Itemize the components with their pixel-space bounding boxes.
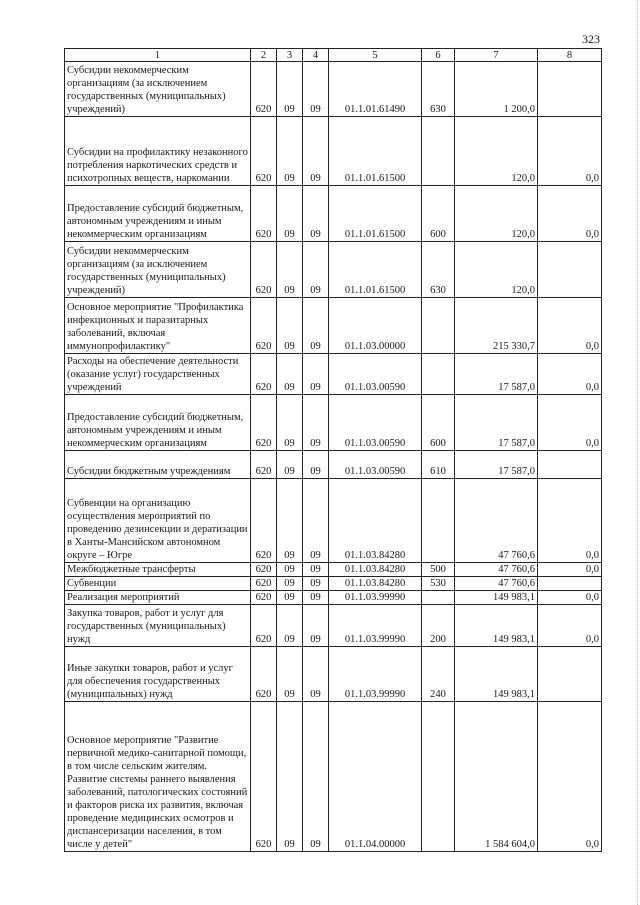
row-name: Предоставление субсидий бюджетным, автономным учреждениям и иным некоммерческим организациям (65, 186, 251, 242)
cell-c3: 09 (277, 591, 303, 605)
cell-c6: 630 (422, 62, 455, 117)
cell-c5: 01.1.03.00590 (329, 395, 422, 451)
cell-c7: 17 587,0 (455, 451, 538, 479)
cell-c3: 09 (277, 451, 303, 479)
cell-c3: 09 (277, 605, 303, 647)
table-row (65, 62, 602, 117)
cell-c6: 500 (422, 563, 455, 577)
header-col-6: 6 (422, 49, 455, 62)
cell-c5: 01.1.03.99990 (329, 605, 422, 647)
table-row (65, 591, 602, 605)
cell-c5: 01.1.03.84280 (329, 563, 422, 577)
cell-c5: 01.1.03.99990 (329, 591, 422, 605)
cell-c7: 17 587,0 (455, 395, 538, 451)
cell-c7: 1 200,0 (455, 62, 538, 117)
cell-c6 (422, 354, 455, 395)
cell-c2: 620 (251, 242, 277, 298)
table-row (65, 242, 602, 298)
cell-c7: 120,0 (455, 186, 538, 242)
cell-c4: 09 (303, 242, 329, 298)
table-row (65, 577, 602, 591)
cell-c5: 01.1.01.61500 (329, 117, 422, 186)
budget-table (64, 48, 602, 852)
header-col-1: 1 (65, 49, 251, 62)
cell-c6: 630 (422, 242, 455, 298)
table-row (65, 117, 602, 186)
cell-c5: 01.1.03.99990 (329, 647, 422, 702)
header-col-3: 3 (277, 49, 303, 62)
cell-c2: 620 (251, 563, 277, 577)
cell-c7: 149 983,1 (455, 647, 538, 702)
cell-c8 (538, 451, 602, 479)
header-col-7: 7 (455, 49, 538, 62)
cell-c4: 09 (303, 605, 329, 647)
table-row (65, 702, 602, 852)
cell-c3: 09 (277, 647, 303, 702)
cell-c7: 120,0 (455, 242, 538, 298)
cell-c2: 620 (251, 605, 277, 647)
cell-c4: 09 (303, 298, 329, 354)
cell-c2: 620 (251, 647, 277, 702)
row-name: Субсидии некоммерческим организациям (за исключением государственных (муниципальных) учреждений) (65, 242, 251, 298)
cell-c4: 09 (303, 117, 329, 186)
cell-c7: 120,0 (455, 117, 538, 186)
cell-c7: 17 587,0 (455, 354, 538, 395)
table-row (65, 186, 602, 242)
row-name: Субвенции на организацию осуществления мероприятий по проведению дезинсекции и дератизации в Ханты-Мансийском автономном округе – Югре (65, 479, 251, 563)
cell-c8 (538, 647, 602, 702)
cell-c2: 620 (251, 395, 277, 451)
cell-c2: 620 (251, 591, 277, 605)
row-name: Иные закупки товаров, работ и услуг для обеспечения государственных (муниципальных) нужд (65, 647, 251, 702)
row-name: Субсидии бюджетным учреждениям (65, 451, 251, 479)
cell-c8: 0,0 (538, 186, 602, 242)
row-name: Субсидии некоммерческим организациям (за исключением государственных (муниципальных) учреждений) (65, 62, 251, 117)
cell-c3: 09 (277, 395, 303, 451)
cell-c6: 610 (422, 451, 455, 479)
row-name: Закупка товаров, работ и услуг для государственных (муниципальных) нужд (65, 605, 251, 647)
cell-c3: 09 (277, 563, 303, 577)
cell-c8: 0,0 (538, 702, 602, 852)
cell-c2: 620 (251, 702, 277, 852)
page-number: 323 (582, 32, 600, 46)
cell-c4: 09 (303, 479, 329, 563)
row-name: Межбюджетные трансферты (65, 563, 251, 577)
cell-c2: 620 (251, 577, 277, 591)
cell-c7: 215 330,7 (455, 298, 538, 354)
cell-c2: 620 (251, 479, 277, 563)
cell-c8: 0,0 (538, 354, 602, 395)
cell-c3: 09 (277, 62, 303, 117)
table-row (65, 605, 602, 647)
table-row (65, 647, 602, 702)
cell-c5: 01.1.01.61490 (329, 62, 422, 117)
cell-c2: 620 (251, 298, 277, 354)
cell-c6: 200 (422, 605, 455, 647)
cell-c5: 01.1.01.61500 (329, 186, 422, 242)
cell-c3: 09 (277, 186, 303, 242)
cell-c8: 0,0 (538, 395, 602, 451)
table-body (65, 62, 602, 852)
cell-c4: 09 (303, 702, 329, 852)
cell-c3: 09 (277, 298, 303, 354)
cell-c4: 09 (303, 451, 329, 479)
cell-c8: 0,0 (538, 479, 602, 563)
row-name: Предоставление субсидий бюджетным, автономным учреждениям и иным некоммерческим организациям (65, 395, 251, 451)
cell-c5: 01.1.03.00000 (329, 298, 422, 354)
header-col-2: 2 (251, 49, 277, 62)
cell-c2: 620 (251, 186, 277, 242)
table-row (65, 354, 602, 395)
cell-c4: 09 (303, 395, 329, 451)
cell-c7: 47 760,6 (455, 563, 538, 577)
cell-c5: 01.1.04.00000 (329, 702, 422, 852)
cell-c8: 0,0 (538, 298, 602, 354)
header-col-5: 5 (329, 49, 422, 62)
table-row (65, 479, 602, 563)
cell-c8 (538, 577, 602, 591)
cell-c5: 01.1.03.84280 (329, 577, 422, 591)
cell-c7: 47 760,6 (455, 479, 538, 563)
cell-c8: 0,0 (538, 117, 602, 186)
cell-c7: 149 983,1 (455, 591, 538, 605)
table-row (65, 563, 602, 577)
row-name: Расходы на обеспечение деятельности (оказание услуг) государственных учреждений (65, 354, 251, 395)
row-name: Реализация мероприятий (65, 591, 251, 605)
row-name: Субсидии на профилактику незаконного потребления наркотических средств и психотропных веществ, наркомании (65, 117, 251, 186)
cell-c4: 09 (303, 591, 329, 605)
cell-c3: 09 (277, 242, 303, 298)
cell-c6 (422, 479, 455, 563)
table-header (65, 49, 602, 62)
cell-c3: 09 (277, 702, 303, 852)
header-col-4: 4 (303, 49, 329, 62)
cell-c4: 09 (303, 354, 329, 395)
cell-c8: 0,0 (538, 591, 602, 605)
cell-c3: 09 (277, 354, 303, 395)
cell-c4: 09 (303, 577, 329, 591)
row-name: Основное мероприятие "Развитие первичной медико-санитарной помощи, в том числе сельским жителям. Развитие системы раннего выявления заболеваний, патологических состояний и факторов риска их развития, включая проведение медицинских осмотров и диспансеризации населения, в том числе у детей" (65, 702, 251, 852)
cell-c4: 09 (303, 186, 329, 242)
cell-c6 (422, 298, 455, 354)
cell-c8: 0,0 (538, 605, 602, 647)
cell-c5: 01.1.01.61500 (329, 242, 422, 298)
table-row (65, 451, 602, 479)
cell-c8: 0,0 (538, 563, 602, 577)
cell-c7: 1 584 604,0 (455, 702, 538, 852)
cell-c2: 620 (251, 62, 277, 117)
cell-c5: 01.1.03.00590 (329, 354, 422, 395)
cell-c4: 09 (303, 647, 329, 702)
cell-c6: 240 (422, 647, 455, 702)
cell-c6 (422, 591, 455, 605)
cell-c3: 09 (277, 577, 303, 591)
cell-c2: 620 (251, 117, 277, 186)
cell-c4: 09 (303, 563, 329, 577)
row-name: Субвенции (65, 577, 251, 591)
table-row (65, 395, 602, 451)
cell-c6 (422, 117, 455, 186)
cell-c3: 09 (277, 479, 303, 563)
cell-c5: 01.1.03.00590 (329, 451, 422, 479)
cell-c5: 01.1.03.84280 (329, 479, 422, 563)
cell-c2: 620 (251, 451, 277, 479)
cell-c6 (422, 702, 455, 852)
cell-c7: 47 760,6 (455, 577, 538, 591)
cell-c8 (538, 62, 602, 117)
cell-c3: 09 (277, 117, 303, 186)
cell-c7: 149 983,1 (455, 605, 538, 647)
scan-edge-marks (636, 0, 638, 905)
header-col-8: 8 (538, 49, 602, 62)
table-row (65, 298, 602, 354)
cell-c6: 530 (422, 577, 455, 591)
cell-c4: 09 (303, 62, 329, 117)
cell-c8 (538, 242, 602, 298)
cell-c6: 600 (422, 186, 455, 242)
row-name: Основное мероприятие "Профилактика инфекционных и паразитарных заболеваний, включая иммунопрофилактику" (65, 298, 251, 354)
cell-c6: 600 (422, 395, 455, 451)
cell-c2: 620 (251, 354, 277, 395)
